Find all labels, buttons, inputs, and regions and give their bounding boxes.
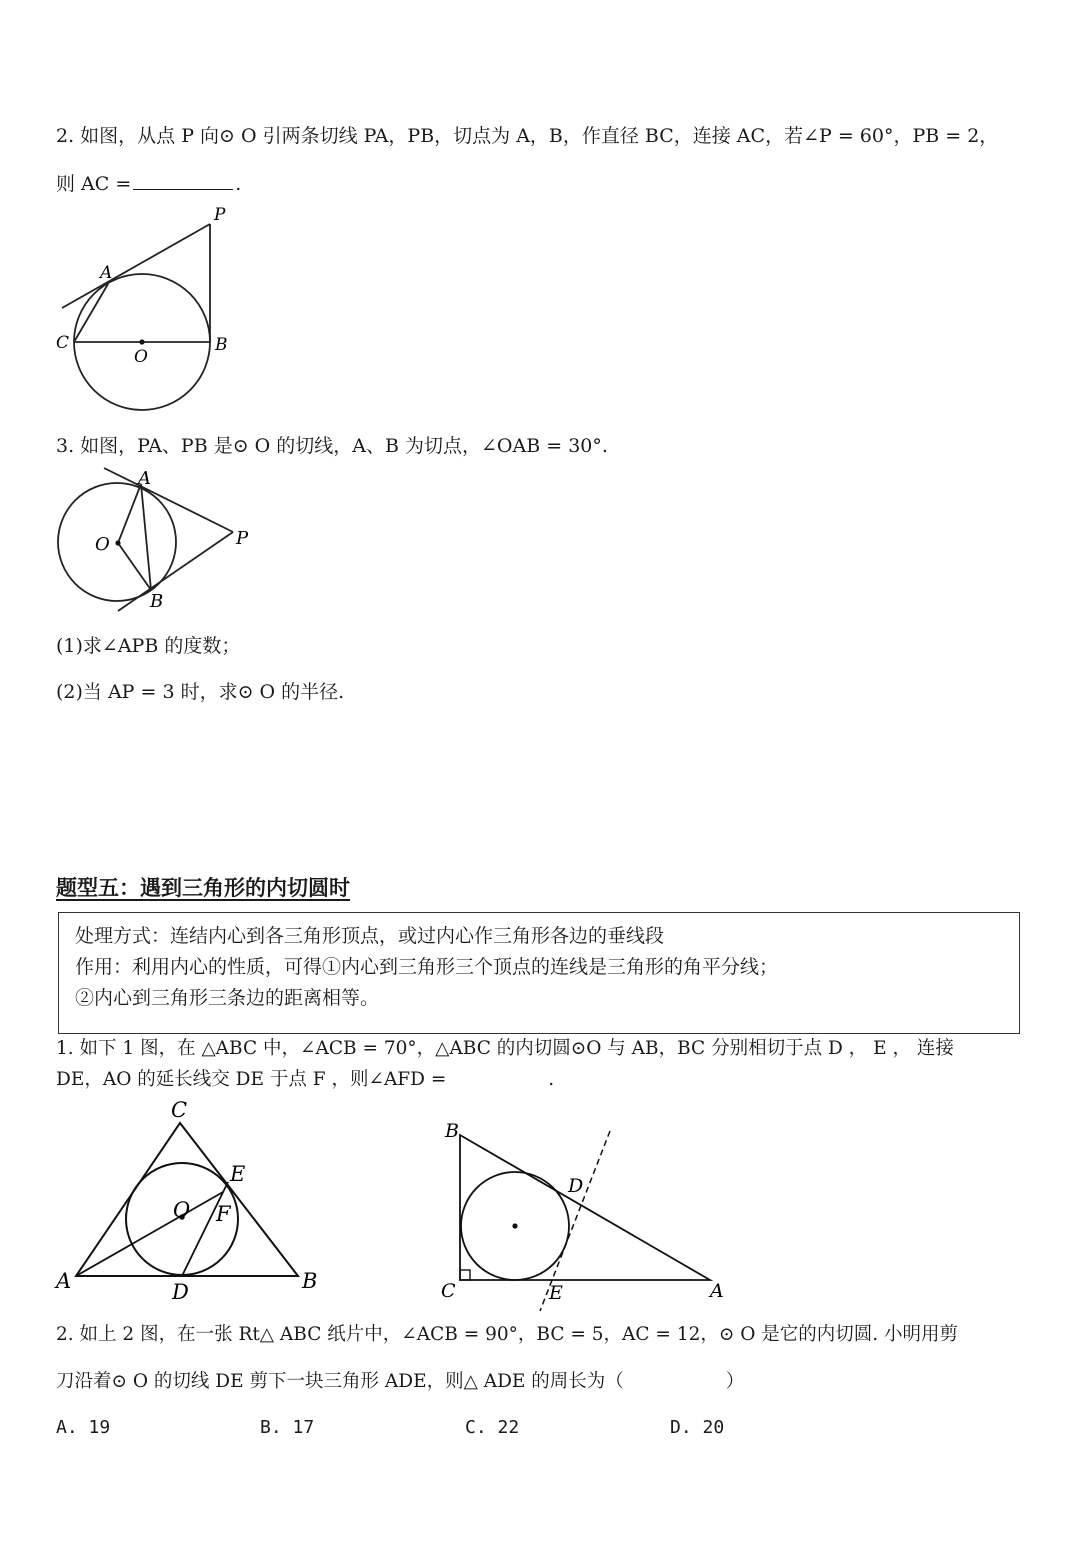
tangent-pa <box>62 224 210 308</box>
label-o: O <box>95 534 110 555</box>
center-o-dot <box>115 540 120 545</box>
right-angle-mark <box>460 1270 470 1280</box>
method-line2: 作用：利用内心的性质，可得①内心到三角形三个顶点的连线是三角形的角平分线； <box>75 956 779 978</box>
segment-ob <box>118 543 151 590</box>
option-c: C. 22 <box>465 1417 520 1438</box>
q2-line2 <box>56 171 241 196</box>
label-c: C <box>441 1280 456 1302</box>
chord-ab <box>141 484 151 590</box>
label-a: A <box>56 1269 72 1293</box>
figure-2 <box>440 1115 740 1315</box>
q2-line2-suffix: . <box>235 173 242 195</box>
label-a: A <box>710 1280 724 1302</box>
q2-line2-prefix: 则 AC = <box>56 173 132 195</box>
center-o-dot <box>139 339 144 344</box>
option-a: A. 19 <box>56 1417 111 1438</box>
label-p: P <box>236 528 249 549</box>
label-p: P <box>214 205 226 225</box>
method-line3: ②内心到三角形三条边的距离相等。 <box>75 987 380 1009</box>
q5-1-line2-end: . <box>548 1069 555 1090</box>
label-e: E <box>549 1282 563 1304</box>
q2-line1: 2. 如图，从点 P 向⊙ O 引两条切线 PA，PB，切点为 A，B，作直径 BC，连接 AC，若∠P = 60°，PB = 2， <box>56 125 999 147</box>
segment-oa <box>118 484 141 543</box>
section-heading: 题型五：遇到三角形的内切圆时 <box>56 875 350 900</box>
q5-2-line2-text: 刀沿着⊙ O 的切线 DE 剪下一块三角形 ADE，则△ ADE 的周长为（ <box>56 1371 624 1392</box>
label-o: O <box>173 1198 191 1222</box>
q5-2-line2 <box>56 1370 744 1394</box>
q5-1-line2-text: DE，AO 的延长线交 DE 于点 F ，则∠AFD = <box>56 1069 447 1090</box>
option-d: D. 20 <box>670 1417 725 1438</box>
label-a: A <box>138 468 151 489</box>
label-b: B <box>150 591 164 612</box>
q5-2-line2-end: ） <box>725 1371 745 1392</box>
label-c: C <box>56 333 70 353</box>
label-e: E <box>230 1162 246 1186</box>
label-f: F <box>216 1202 231 1226</box>
label-o: O <box>134 347 148 367</box>
label-d: D <box>568 1175 584 1197</box>
q3-part1: (1)求∠APB 的度数； <box>56 635 241 657</box>
q5-2-line1: 2. 如上 2 图，在一张 Rt△ ABC 纸片中，∠ACB = 90°，BC = 5，AC = 12，⊙ O 是它的内切圆. 小明用剪 <box>56 1324 959 1345</box>
label-b: B <box>215 335 228 355</box>
segment-d-e <box>182 1182 228 1276</box>
triangle-abc <box>460 1135 710 1280</box>
answer-blank <box>133 171 233 190</box>
tangent-pa <box>104 468 233 532</box>
incenter-dot <box>512 1223 517 1228</box>
q3-part2: (2)当 AP = 3 时，求⊙ O 的半径. <box>56 681 345 703</box>
figure-1 <box>50 1095 340 1305</box>
q3-figure <box>50 464 260 614</box>
q5-1-line2 <box>56 1068 554 1092</box>
method-line1: 处理方式：连结内心到各三角形顶点，或过内心作三角形各边的垂线段 <box>75 925 665 947</box>
q5-1-line1: 1. 如下 1 图，在 △ABC 中，∠ACB = 70°，△ABC 的内切圆⊙O 与 AB，BC 分别相切于点 D ， E ， 连接 <box>56 1038 954 1059</box>
q3-stem: 3. 如图，PA、PB 是⊙ O 的切线，A、B 为切点，∠OAB = 30°. <box>56 435 608 457</box>
label-d: D <box>172 1280 189 1304</box>
chord-ac <box>74 284 108 342</box>
q2-figure <box>50 200 250 420</box>
label-a: A <box>100 263 113 283</box>
label-b: B <box>445 1120 459 1142</box>
label-b: B <box>302 1269 318 1293</box>
option-b: B. 17 <box>260 1417 315 1438</box>
label-c: C <box>171 1098 188 1122</box>
